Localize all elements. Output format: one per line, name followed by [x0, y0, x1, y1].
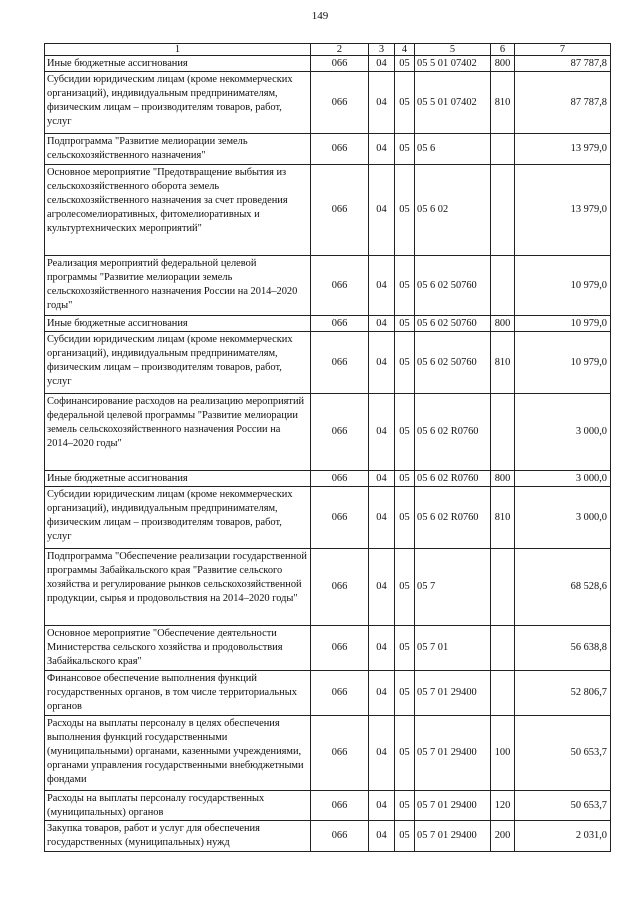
row-target-cell: 05 7 01 29400 [415, 671, 491, 716]
row-subsection-cell: 05 [395, 821, 415, 852]
row-section-cell: 04 [369, 256, 395, 316]
table-row [45, 134, 611, 165]
row-code-cell: 066 [311, 56, 369, 72]
row-expense-type-cell [491, 165, 515, 256]
row-target-cell: 05 5 01 07402 [415, 56, 491, 72]
row-name-cell: Подпрограмма "Развитие мелиорации земель сельскохозяйственного назначения" [45, 134, 311, 165]
header-cell: 7 [515, 44, 611, 56]
row-target-cell: 05 5 01 07402 [415, 72, 491, 134]
row-subsection-cell: 05 [395, 394, 415, 471]
row-name-cell: Иные бюджетные ассигнования [45, 316, 311, 332]
table-row [45, 165, 611, 256]
row-expense-type-cell: 120 [491, 791, 515, 821]
row-target-cell: 05 6 02 50760 [415, 256, 491, 316]
row-amount-cell: 10 979,0 [515, 332, 611, 394]
row-subsection-cell: 05 [395, 316, 415, 332]
row-subsection-cell: 05 [395, 72, 415, 134]
row-expense-type-cell: 200 [491, 821, 515, 852]
row-name-cell: Реализация мероприятий федеральной целевой программы "Развитие мелиорации земель сельскохозяйственного назначения России на 2014–2020 годы" [45, 256, 311, 316]
row-code-cell: 066 [311, 332, 369, 394]
row-code-cell: 066 [311, 626, 369, 671]
row-amount-cell: 10 979,0 [515, 316, 611, 332]
row-section-cell: 04 [369, 626, 395, 671]
row-name-cell: Субсидии юридическим лицам (кроме некоммерческих организаций), индивидуальным предпринимателям, физическим лицам – производителям товаров, работ, услуг [45, 72, 311, 134]
row-amount-cell: 56 638,8 [515, 626, 611, 671]
header-cell: 6 [491, 44, 515, 56]
row-target-cell: 05 6 02 50760 [415, 316, 491, 332]
row-amount-cell: 87 787,8 [515, 72, 611, 134]
table-row [45, 791, 611, 821]
row-section-cell: 04 [369, 471, 395, 487]
row-section-cell: 04 [369, 821, 395, 852]
row-expense-type-cell: 800 [491, 56, 515, 72]
table-row [45, 716, 611, 791]
row-subsection-cell: 05 [395, 256, 415, 316]
row-amount-cell: 50 653,7 [515, 791, 611, 821]
page-number: 149 [311, 10, 329, 22]
row-name-cell: Финансовое обеспечение выполнения функций государственных органов, в том числе территориальных органов [45, 671, 311, 716]
table-row [45, 332, 611, 394]
row-code-cell: 066 [311, 394, 369, 471]
header-cell: 2 [311, 44, 369, 56]
header-cell: 3 [369, 44, 395, 56]
row-section-cell: 04 [369, 56, 395, 72]
row-code-cell: 066 [311, 134, 369, 165]
row-name-cell: Основное мероприятие "Обеспечение деятельности Министерства сельского хозяйства и продовольствия Забайкальского края" [45, 626, 311, 671]
row-section-cell: 04 [369, 72, 395, 134]
row-code-cell: 066 [311, 256, 369, 316]
row-name-cell: Расходы на выплаты персоналу в целях обеспечения выполнения функций государственными (муниципальными) органами, казенными учреждениями, органами управления государственными внебюджетными фондами [45, 716, 311, 791]
row-target-cell: 05 7 [415, 549, 491, 626]
header-cell: 1 [45, 44, 311, 56]
row-expense-type-cell [491, 671, 515, 716]
row-name-cell: Иные бюджетные ассигнования [45, 56, 311, 72]
row-name-cell: Субсидии юридическим лицам (кроме некоммерческих организаций), индивидуальным предпринимателям, физическим лицам – производителям товаров, работ, услуг [45, 487, 311, 549]
row-target-cell: 05 6 02 R0760 [415, 487, 491, 549]
row-expense-type-cell: 810 [491, 332, 515, 394]
header-cell: 5 [415, 44, 491, 56]
row-code-cell: 066 [311, 471, 369, 487]
table-row [45, 56, 611, 72]
row-subsection-cell: 05 [395, 549, 415, 626]
row-target-cell: 05 6 02 [415, 165, 491, 256]
row-subsection-cell: 05 [395, 626, 415, 671]
row-section-cell: 04 [369, 165, 395, 256]
row-expense-type-cell: 800 [491, 316, 515, 332]
row-subsection-cell: 05 [395, 487, 415, 549]
row-subsection-cell: 05 [395, 671, 415, 716]
row-expense-type-cell [491, 626, 515, 671]
row-section-cell: 04 [369, 394, 395, 471]
row-section-cell: 04 [369, 791, 395, 821]
row-section-cell: 04 [369, 671, 395, 716]
row-amount-cell: 52 806,7 [515, 671, 611, 716]
row-target-cell: 05 6 02 R0760 [415, 394, 491, 471]
row-expense-type-cell [491, 134, 515, 165]
row-section-cell: 04 [369, 549, 395, 626]
row-amount-cell: 3 000,0 [515, 471, 611, 487]
table-row [45, 821, 611, 852]
row-target-cell: 05 6 02 50760 [415, 332, 491, 394]
row-expense-type-cell [491, 256, 515, 316]
row-expense-type-cell [491, 549, 515, 626]
row-name-cell: Основное мероприятие "Предотвращение выбытия из сельскохозяйственного оборота земель сельскохозяйственного назначения за счет проведения агролесомелиоративных, фитомелиоративных и культуртехнических мероприятий" [45, 165, 311, 256]
row-amount-cell: 3 000,0 [515, 394, 611, 471]
row-amount-cell: 3 000,0 [515, 487, 611, 549]
row-subsection-cell: 05 [395, 134, 415, 165]
row-section-cell: 04 [369, 716, 395, 791]
row-code-cell: 066 [311, 487, 369, 549]
row-subsection-cell: 05 [395, 332, 415, 394]
row-name-cell: Расходы на выплаты персоналу государственных (муниципальных) органов [45, 791, 311, 821]
row-target-cell: 05 7 01 29400 [415, 716, 491, 791]
row-name-cell: Закупка товаров, работ и услуг для обеспечения государственных (муниципальных) нужд [45, 821, 311, 852]
row-amount-cell: 13 979,0 [515, 165, 611, 256]
row-amount-cell: 2 031,0 [515, 821, 611, 852]
row-target-cell: 05 7 01 29400 [415, 791, 491, 821]
row-code-cell: 066 [311, 671, 369, 716]
row-amount-cell: 68 528,6 [515, 549, 611, 626]
row-name-cell: Подпрограмма "Обеспечение реализации государственной программы Забайкальского края "Развитие сельского хозяйства и регулирование рынков сельскохозяйственной продукции, сырья и продовольствия на 2014–2020 годы" [45, 549, 311, 626]
table-row [45, 316, 611, 332]
row-code-cell: 066 [311, 821, 369, 852]
row-amount-cell: 50 653,7 [515, 716, 611, 791]
row-name-cell: Субсидии юридическим лицам (кроме некоммерческих организаций), индивидуальным предпринимателям, физическим лицам – производителям товаров, работ, услуг [45, 332, 311, 394]
row-name-cell: Иные бюджетные ассигнования [45, 471, 311, 487]
table-row [45, 394, 611, 471]
row-code-cell: 066 [311, 791, 369, 821]
row-amount-cell: 10 979,0 [515, 256, 611, 316]
row-code-cell: 066 [311, 72, 369, 134]
row-subsection-cell: 05 [395, 471, 415, 487]
row-expense-type-cell: 810 [491, 487, 515, 549]
row-section-cell: 04 [369, 316, 395, 332]
row-target-cell: 05 6 [415, 134, 491, 165]
row-code-cell: 066 [311, 716, 369, 791]
table-row [45, 549, 611, 626]
row-expense-type-cell: 810 [491, 72, 515, 134]
table-row [45, 626, 611, 671]
row-amount-cell: 13 979,0 [515, 134, 611, 165]
table-row [45, 256, 611, 316]
row-target-cell: 05 6 02 R0760 [415, 471, 491, 487]
row-expense-type-cell: 800 [491, 471, 515, 487]
header-cell: 4 [395, 44, 415, 56]
row-section-cell: 04 [369, 134, 395, 165]
table-row [45, 72, 611, 134]
row-section-cell: 04 [369, 487, 395, 549]
row-name-cell: Софинансирование расходов на реализацию мероприятий федеральной целевой программы "Развитие мелиорации земель сельскохозяйственного назначения России на 2014–2020 годы" [45, 394, 311, 471]
row-expense-type-cell [491, 394, 515, 471]
row-expense-type-cell: 100 [491, 716, 515, 791]
row-code-cell: 066 [311, 165, 369, 256]
row-subsection-cell: 05 [395, 791, 415, 821]
budget-table [44, 43, 611, 852]
row-section-cell: 04 [369, 332, 395, 394]
row-subsection-cell: 05 [395, 716, 415, 791]
row-target-cell: 05 7 01 29400 [415, 821, 491, 852]
header-row [45, 44, 611, 56]
table-row [45, 471, 611, 487]
row-target-cell: 05 7 01 [415, 626, 491, 671]
row-code-cell: 066 [311, 316, 369, 332]
row-subsection-cell: 05 [395, 165, 415, 256]
table-row [45, 487, 611, 549]
row-code-cell: 066 [311, 549, 369, 626]
row-subsection-cell: 05 [395, 56, 415, 72]
table-row [45, 671, 611, 716]
row-amount-cell: 87 787,8 [515, 56, 611, 72]
